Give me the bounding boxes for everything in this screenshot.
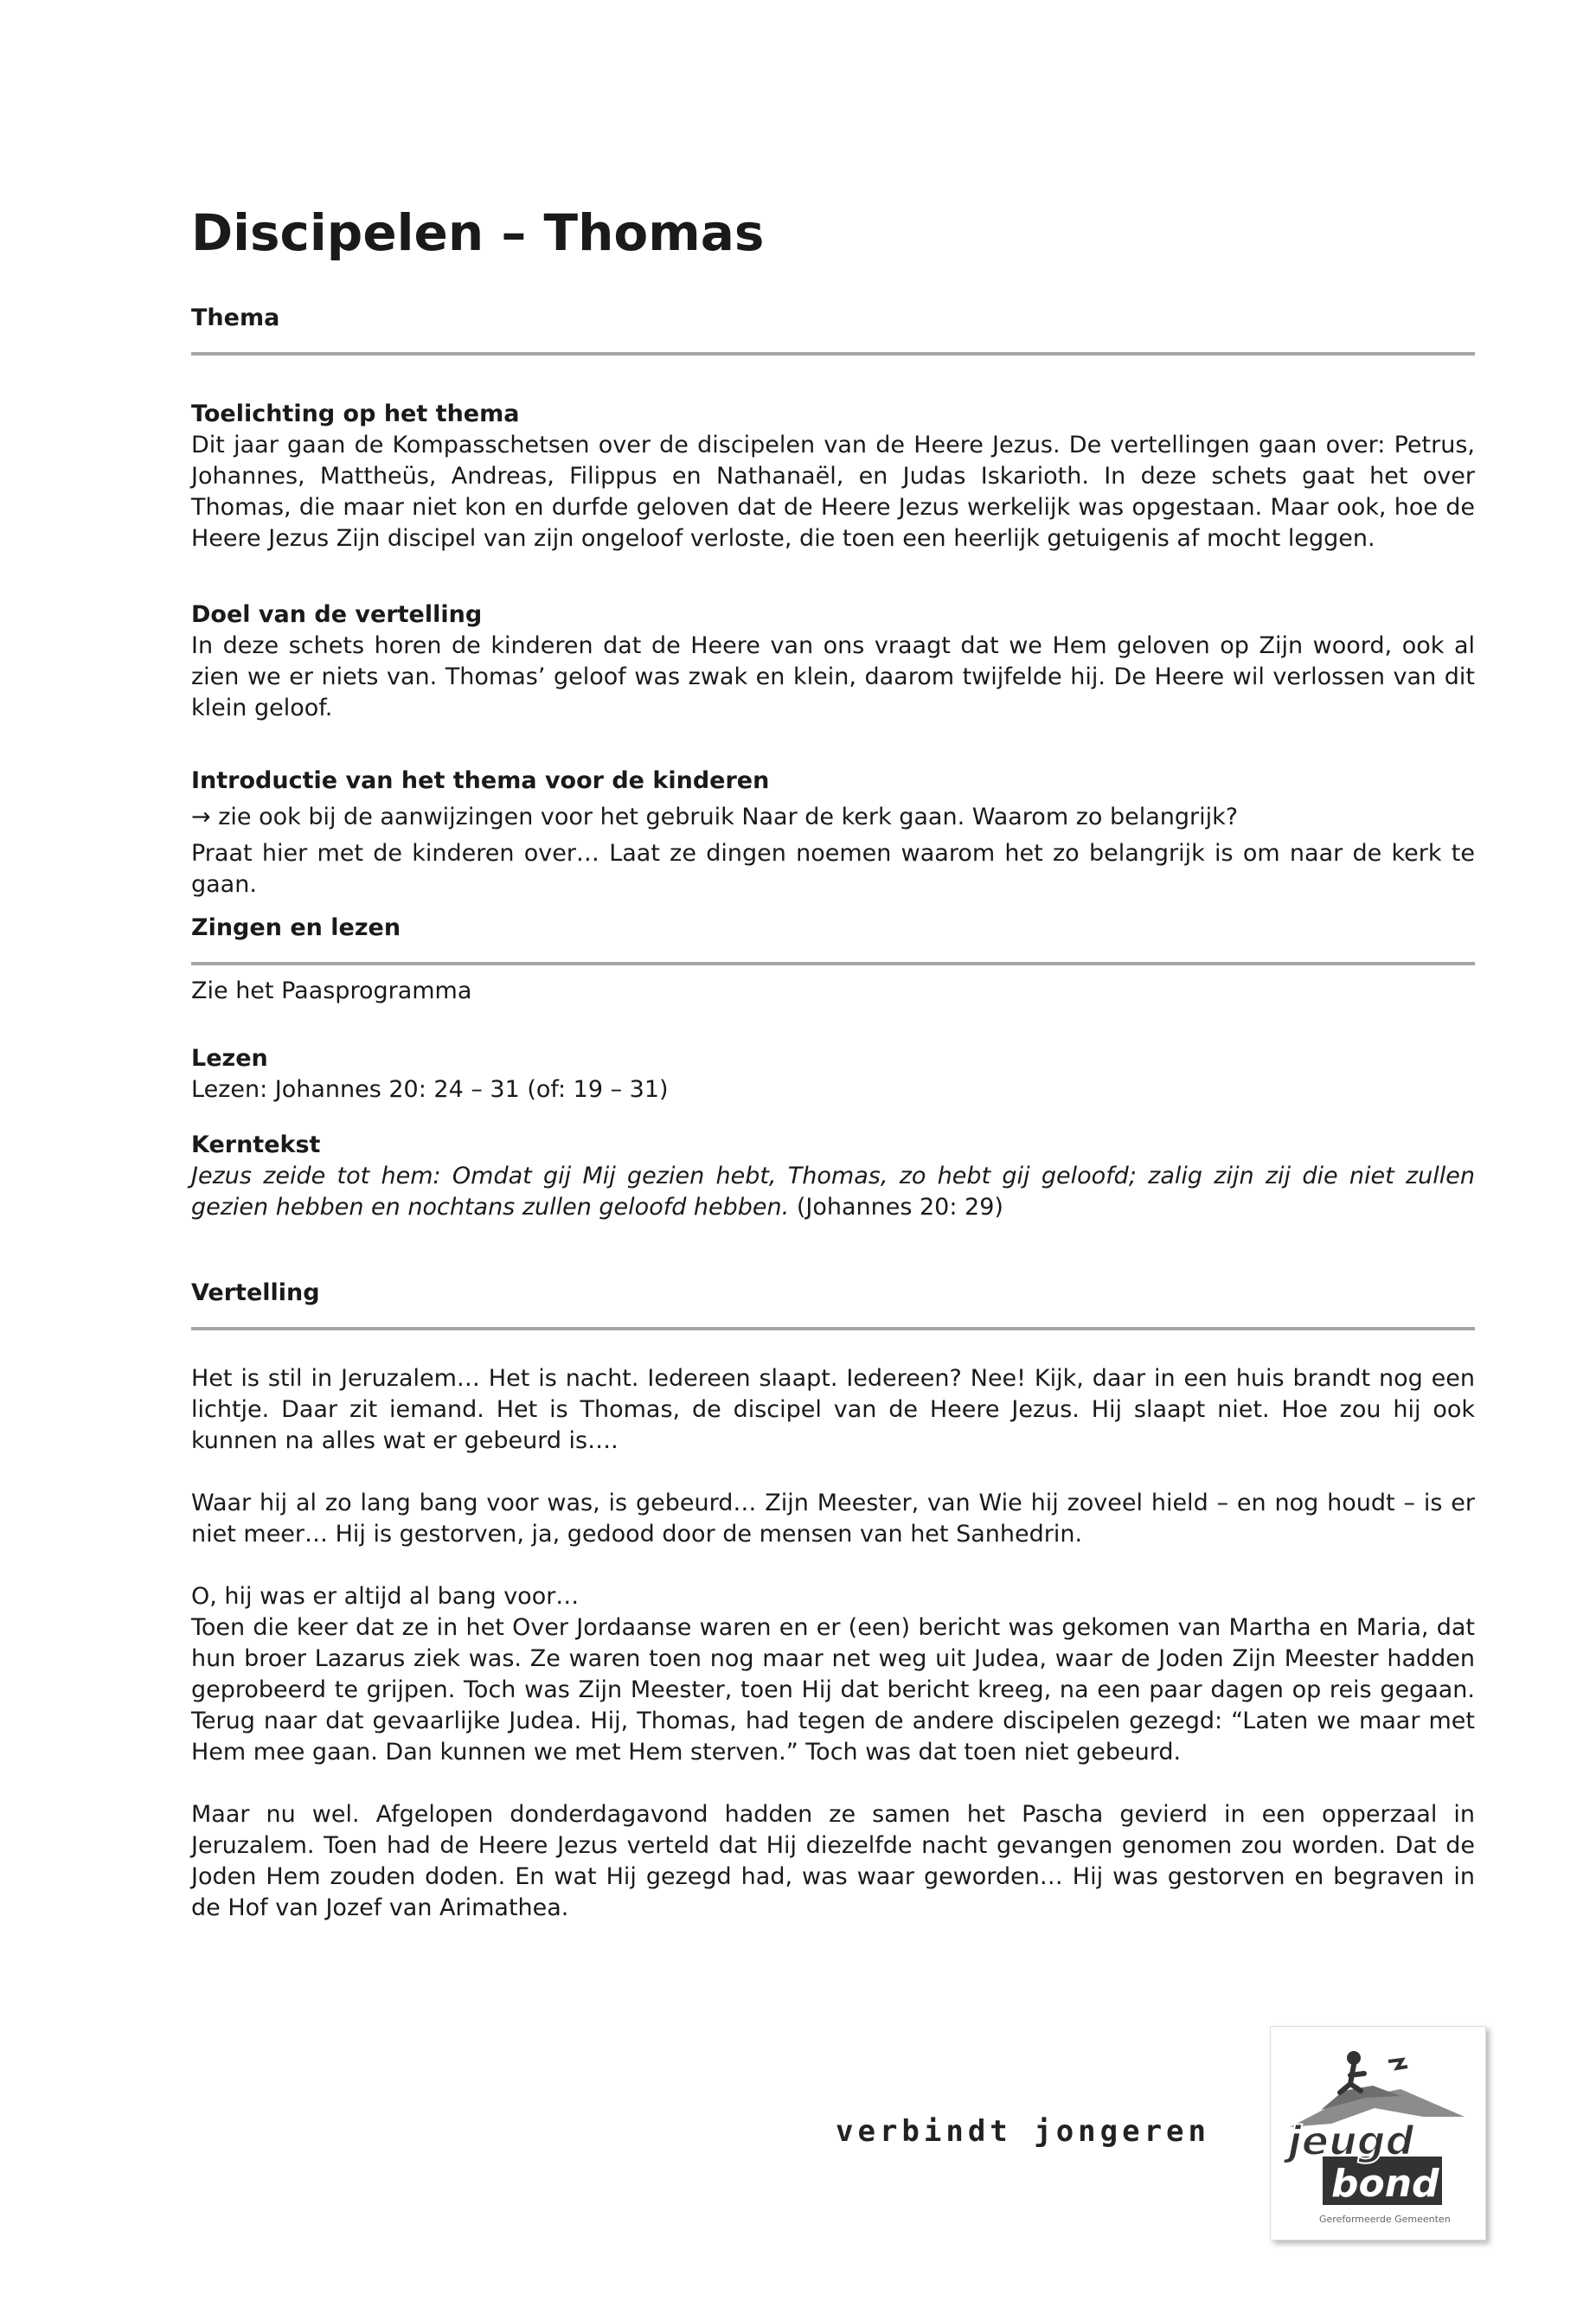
- divider: [191, 962, 1475, 965]
- divider: [191, 352, 1475, 356]
- jeugdbond-logo: [1270, 2026, 1486, 2240]
- page-title: Discipelen – Thomas: [191, 203, 765, 262]
- footer-tagline: verbindt jongeren: [836, 2114, 1210, 2149]
- kerntekst-heading: Kerntekst: [191, 1131, 321, 1158]
- vertelling-heading: Vertelling: [191, 1279, 320, 1306]
- divider: [191, 1327, 1475, 1330]
- lezen-text: Lezen: Johannes 20: 24 – 31 (of: 19 – 31): [191, 1076, 669, 1103]
- zingen-heading: Zingen en lezen: [191, 914, 401, 941]
- lezen-heading: Lezen: [191, 1045, 268, 1072]
- kerntekst-quote: Jezus zeide tot hem: Omdat gij Mij gezien hebt, Thomas, zo hebt gij geloofd; zalig zijn zij die niet zullen gezien hebben en nochtans zullen geloofd hebben.: [191, 1163, 1475, 1221]
- logo-word-jeugd: jeugd: [1288, 2118, 1414, 2164]
- kerntekst-reference: (Johannes 20: 29): [789, 1194, 1003, 1221]
- introductie-section: [191, 766, 1475, 901]
- toelichting-text: Dit jaar gaan de Kompasschetsen over de discipelen van de Heere Jezus. De vertellingen gaan over: Petrus, Johannes, Mattheüs, Andreas, Filippus en Nathanaël, en Judas Iskarioth. In deze schets gaat het over Thomas, die maar niet kon en durfde geloven dat de Heere Jezus werkelijk was opgestaan. Maar ook, hoe de Heere Jezus Zijn discipel van zijn ongeloof verloste, die toen een heerlijk getuigenis af mocht leggen.: [191, 432, 1475, 552]
- vertelling-paragraph-2: Waar hij al zo lang bang voor was, is gebeurd… Zijn Meester, van Wie hij zoveel hield – en nog houdt – is er niet meer… Hij is gestorven, ja, gedood door de mensen van het Sanhedrin.: [191, 1490, 1475, 1548]
- toelichting-heading: Toelichting op het thema: [191, 401, 520, 427]
- introductie-arrow-line: → zie ook bij de aanwijzingen voor het gebruik Naar de kerk gaan. Waarom zo belangrijk?: [191, 804, 1239, 830]
- toelichting-section: [191, 399, 1475, 554]
- lezen-section: [191, 1043, 1475, 1106]
- vertelling-paragraph-3: Toen die keer dat ze in het Over Jordaanse waren en er (een) bericht was gekomen van Martha en Maria, dat hun broer Lazarus ziek was. Ze waren toen nog maar net weg uit Judea, waar de Joden Zijn Meester hadden geprobeerd te grijpen. Toch was Zijn Meester, toen Hij dat bericht kreeg, na een paar dagen op reis gegaan. Terug naar dat gevaarlijke Judea. Hij, Thomas, had tegen de andere discipelen gezegd: “Laten we maar met Hem mee gaan. Dan kunnen we met Hem sterven.” Toch was dat toen niet gebeurd.: [191, 1614, 1475, 1766]
- zingen-text: Zie het Paasprogramma: [191, 977, 472, 1004]
- vertelling-paragraph-3-intro: O, hij was er altijd al bang voor…: [191, 1583, 580, 1610]
- kerntekst-section: [191, 1130, 1475, 1223]
- vertelling-section: [191, 1363, 1475, 1924]
- introductie-text: Praat hier met de kinderen over… Laat ze dingen noemen waarom het zo belangrijk is om naar de kerk te gaan.: [191, 840, 1475, 898]
- vertelling-paragraph-1: Het is stil in Jeruzalem… Het is nacht. Iedereen slaapt. Iedereen? Nee! Kijk, daar in een huis brandt nog een lichtje. Daar zit iemand. Het is Thomas, de discipel van de Heere Jezus. Hij slaapt niet. Hoe zou hij ook kunnen na alles wat er gebeurd is….: [191, 1365, 1475, 1454]
- logo-graphic: [1271, 2027, 1485, 2240]
- doel-heading: Doel van de vertelling: [191, 601, 483, 628]
- logo-subtitle: Gereformeerde Gemeenten: [1319, 2214, 1451, 2225]
- doel-text: In deze schets horen de kinderen dat de Heere van ons vraagt dat we Hem geloven op Zijn woord, ook al zien we er niets van. Thomas’ geloof was zwak en klein, daarom twijfelde hij. De Heere wil verlossen van dit klein geloof.: [191, 632, 1475, 721]
- logo-word-bond: bond: [1331, 2162, 1439, 2206]
- vertelling-paragraph-4: Maar nu wel. Afgelopen donderdagavond hadden ze samen het Pascha gevierd in een opperzaal in Jeruzalem. Toen had de Heere Jezus verteld dat Hij diezelfde nacht gevangen genomen zou worden. Dat de Joden Hem zouden doden. En wat Hij gezegd had, was waar geworden… Hij was gestorven en begraven in de Hof van Jozef van Arimathea.: [191, 1801, 1475, 1921]
- introductie-heading: Introductie van het thema voor de kinderen: [191, 767, 770, 794]
- thema-heading: Thema: [191, 304, 280, 331]
- doel-section: [191, 599, 1475, 724]
